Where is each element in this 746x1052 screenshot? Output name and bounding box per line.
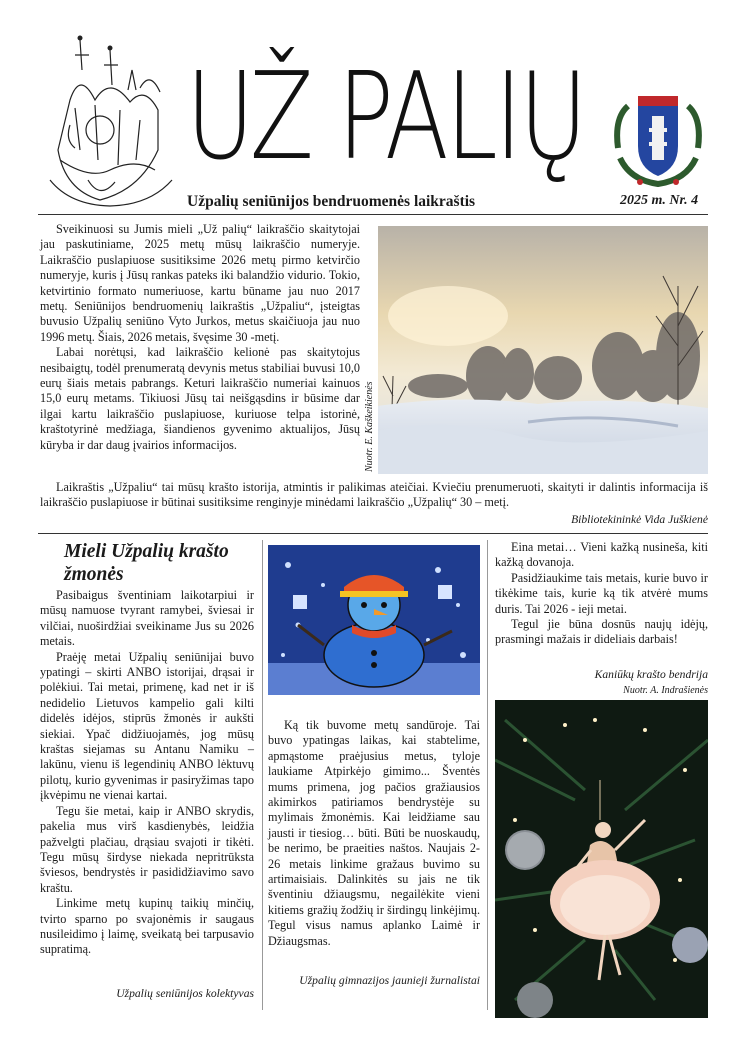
- column-paragraph: Eina metai… Vieni kažką nusineša, kiti kažką dovanoja.: [495, 540, 708, 570]
- col2-signature: Užpalių gimnazijos jaunieji žurnalistai: [299, 974, 480, 987]
- coat-of-arms-icon: [610, 88, 706, 188]
- col3-signature: Kaniūkų krašto bendrija: [594, 668, 708, 681]
- column-paragraph: Praėję metai Užpalių seniūnijai buvo ypatingi – skirti ANBO istorijai, drąsai ir polėkiui. Tai metai, primenę, kad net ir iš nedidelio Lietuvos kampelio gali kilti didelės idėjos, stiprūs žmonės ir aukšti siekiai. Ypač didžiuojamės, jog mūsų kraštas siejamas su Antanu Namiku – lakūnu, vienu iš legendinių ANBO lėktuvų pilotų, kurio gyvenimas ir pasiryžimas tapo įkvėpimu ne vienai kartai.: [40, 649, 254, 803]
- intro-paragraph: Labai norėtųsi, kad laikraščio kelionė pas skaitytojus nesibaigtų, todėl prenumeratą devynis metus stabiliai buvusi 10,0 eurų šiais metais pabrangs. Keturi laikraščio numeriai kainuos 15,0 eurų metams. Tikiuosi Jūsų tai neišgąsdins ir būsime dar ilgai kartu laikraščio puslapiuose, kuriuose telpa istorinė, kraštotyrinė medžiaga, šiandienos gyvenimo aktualijos, Jūsų kūryba ir dar daug įvairios informacijos.: [40, 345, 360, 452]
- col1-signature: Užpalių seniūnijos kolektyvas: [116, 987, 254, 1000]
- winter-landscape-photo: [378, 226, 708, 474]
- column-greeting-seniunija: [40, 540, 254, 958]
- masthead-subtitle: Užpalių seniūnijos bendruomenės laikraštis: [187, 193, 476, 210]
- masthead-illustration: [40, 30, 180, 210]
- column-paragraph: Tegul jie būna dosnūs naujų idėjų, prasmingi mažais ir dideliais darbais!: [495, 617, 708, 647]
- column-paragraph: Linkime metų kupinų taikių minčių, tvirto sparno po svajonėmis ir saugaus nusileidimo į laimę, sveikatą bei tarpusavio supratimą.: [40, 896, 254, 957]
- column-divider: [262, 540, 263, 1010]
- snowman-drawing: [268, 545, 480, 695]
- masthead-title: UŽ PALIŲ: [186, 48, 585, 187]
- column-body-gimnazija: [268, 718, 480, 949]
- intro-text: [40, 222, 360, 453]
- column-heading: Mieli Užpalių krašto žmonės: [64, 541, 229, 585]
- intro-paragraph: Sveikinuosi su Jumis mieli „Už palių“ laikraščio skaitytojai jau paskutiniame, 2025 metų mūsų laikraščio numeryje. Laikraščio puslapiuose susitiksime 2026 metų pirmo ketvirčio numeryje, kuris į Jūsų rankas pateks iki balandžio vidurio. Tokio, ketvirtinio formato numeriuose, kartu būname jau nuo 2017 metų. Seniūnijos bendruomenių laikraštis „Užpaliu“, įsteigtas buvusio Užpalių seniūno Vyto Jurkos, metus skaičiuoja jau nuo 1996 metų. Šiais, 2026 metais, švęsime 30 -metį.: [40, 222, 360, 344]
- col3-photo-credit: Nuotr. A. Indrašienės: [623, 685, 708, 696]
- column-paragraph: Ką tik buvome metų sandūroje. Tai buvo ypatingas laikas, kai stabtelime, apmąstome praėjusius metus, tyloje laukiame Atpirkėjo gimimo... Šventės mums primena, jog pačios gražiausios akimirkos patiriamos bendrystėje su mylimais žmonėmis. Kai leidžiame sau jausti ir tiesiog… būti. Būti be nuoskaudų, be nerimo, be praeities naštos. Naujais 2-26 metais linkime gražaus buvimo su artimaisiais. Dalinkitės su jais ne tik šventiniu džiaugsmu, negailėkite vieni kitiems gražių žodžių ir širdingų linkėjimų. Tegul visus namus aplanko Laimė ir Džiaugsmas.: [268, 718, 480, 948]
- intro-paragraph: Laikraštis „Užpaliu“ tai mūsų krašto istorija, atmintis ir palikimas ateičiai. Kviečiu prenumeruoti, skaityti ir dalintis informacija iš laikraščio puslapiuose ir būtinai susitiksime renginyje minėdami laikraščio „Užpalių“ 30 – metį.: [40, 480, 708, 510]
- intro-photo-credit: Nuotr. E. Kaškeikienės: [364, 381, 375, 472]
- column-paragraph: Tegu šie metai, kaip ir ANBO skrydis, pakelia mus virš kasdienybės, leidžia pažvelgti plačiau, drąsiau svajoti ir tikėti. Tegu mūsų širdyse niekada nepritrūksta šviesos, bendrystės ir pasididžiavimo savo kraštu.: [40, 803, 254, 895]
- column-body: [40, 588, 254, 958]
- column-body-kaniukai: [495, 540, 708, 648]
- intro-closing: [40, 480, 708, 511]
- issue-number: 2025 m. Nr. 4: [620, 193, 699, 208]
- christmas-ornament-photo: [495, 700, 708, 1018]
- section-divider: [38, 533, 708, 534]
- masthead-divider: [38, 214, 708, 215]
- column-paragraph: Pasibaigus šventiniam laikotarpiui ir mūsų namuose tvyrant ramybei, šviesai ir vilčiai, nuoširdžiai sveikiname Jus su 2026 metais.: [40, 588, 254, 649]
- column-divider: [487, 540, 488, 1010]
- intro-signature: Bibliotekininkė Vida Juškienė: [571, 513, 708, 526]
- column-paragraph: Pasidžiaukime tais metais, kurie buvo ir tikėkime tais, kurie ką tik atvėrė mums duris. Tai 2026 - ieji metai.: [495, 570, 708, 616]
